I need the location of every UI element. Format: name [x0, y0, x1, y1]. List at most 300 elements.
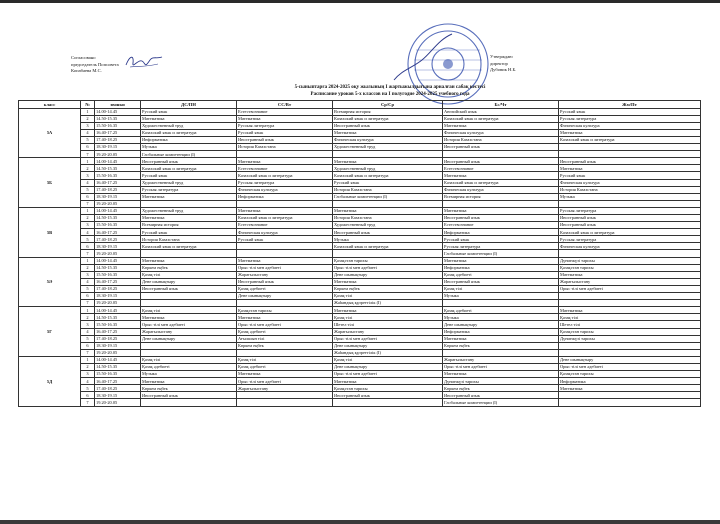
bell-time: 17.40-18.25 [95, 285, 141, 292]
bell-time: 14.00-14.45 [95, 257, 141, 264]
lesson-monday: Казахский язык и литература [141, 165, 237, 172]
lesson-wednesday [333, 399, 443, 406]
lesson-tuesday: Математика [237, 207, 333, 214]
bell-time: 18.30-19.15 [95, 144, 141, 151]
lesson-friday: Иностранный язык [559, 215, 701, 222]
lesson-friday [559, 300, 701, 307]
table-row [19, 264, 701, 271]
table-row [19, 349, 701, 356]
lesson-friday [559, 349, 701, 356]
lesson-monday: Казахский язык и литература [141, 129, 237, 136]
lesson-friday [559, 151, 701, 158]
class-label: 5В [19, 207, 81, 257]
lesson-thursday: Глобальные компетенции (I) [443, 399, 559, 406]
lesson-tuesday [237, 200, 333, 207]
lesson-monday: Иностранный язык [141, 158, 237, 165]
lesson-monday: Иностранный язык [141, 285, 237, 292]
table-row [19, 144, 701, 151]
lesson-number: 4 [81, 328, 95, 335]
table-row [19, 186, 701, 193]
lesson-monday: Русская литература [141, 186, 237, 193]
bell-time: 16.40-17.25 [95, 229, 141, 236]
lesson-thursday: Казахский язык и литература [443, 115, 559, 122]
lesson-number: 6 [81, 144, 95, 151]
lesson-thursday: Иностранный язык [443, 144, 559, 151]
lesson-tuesday: Ағылшын тілі [237, 335, 333, 342]
approval-left-line3: Копабаева М.С. [71, 68, 102, 74]
lesson-friday: Қазақ тілі [559, 314, 701, 321]
lesson-thursday: Естествознание [443, 222, 559, 229]
class-label: 5А [19, 108, 81, 158]
lesson-wednesday: Художественный труд [333, 144, 443, 151]
lesson-number: 5 [81, 136, 95, 143]
lesson-monday: Көркем еңбек [141, 264, 237, 271]
lesson-tuesday: Русская литература [237, 179, 333, 186]
lesson-thursday: Глобальные компетенции (I) [443, 250, 559, 257]
lesson-friday [559, 392, 701, 399]
lesson-monday: Математика [141, 314, 237, 321]
lesson-monday: Математика [141, 193, 237, 200]
lesson-monday: Глобальные компетенции (I) [141, 151, 237, 158]
lesson-wednesday [333, 250, 443, 257]
header-monday: ДС/ПН [141, 101, 237, 109]
lesson-friday: Казахский язык и литература [559, 229, 701, 236]
lesson-monday: Математика [141, 257, 237, 264]
class-label: 5Д [19, 356, 81, 406]
table-row [19, 158, 701, 165]
bell-time: 14.50-15.35 [95, 363, 141, 370]
lesson-number: 3 [81, 321, 95, 328]
table-row [19, 293, 701, 300]
table-row [19, 250, 701, 257]
lesson-friday: История Казахстана [559, 186, 701, 193]
table-row [19, 229, 701, 236]
lesson-wednesday: Көркем еңбек [333, 285, 443, 292]
lesson-wednesday: Қазақ тілі [333, 314, 443, 321]
lesson-wednesday: Глобальные компетенции (I) [333, 193, 443, 200]
approval-left-line2: председатель Попсовета [71, 61, 119, 67]
bell-time: 14.00-14.45 [95, 207, 141, 214]
table-row [19, 165, 701, 172]
lesson-number: 1 [81, 307, 95, 314]
lesson-wednesday: Қазақ тілі [333, 356, 443, 363]
lesson-monday: Художественный труд [141, 179, 237, 186]
table-row [19, 243, 701, 250]
header-row [19, 101, 701, 109]
lesson-monday: Музыка [141, 371, 237, 378]
lesson-tuesday: Дене шынықтыру [237, 293, 333, 300]
table-row [19, 385, 701, 392]
lesson-tuesday: Естествознание [237, 222, 333, 229]
lesson-wednesday: Иностранный язык [333, 392, 443, 399]
bell-time: 16.40-17.25 [95, 278, 141, 285]
lesson-friday: Математика [559, 385, 701, 392]
lesson-wednesday: Қазақ тілі [333, 293, 443, 300]
bell-time: 14.50-15.35 [95, 314, 141, 321]
lesson-friday [559, 250, 701, 257]
table-row [19, 307, 701, 314]
lesson-tuesday: Иностранный язык [237, 278, 333, 285]
bell-time: 19.20-20.05 [95, 349, 141, 356]
lesson-number: 2 [81, 215, 95, 222]
table-row [19, 335, 701, 342]
bell-time: 19.20-20.05 [95, 250, 141, 257]
lesson-monday: Информатика [141, 136, 237, 143]
lesson-wednesday: Математика [333, 307, 443, 314]
approval-left [71, 55, 119, 75]
lesson-number: 4 [81, 378, 95, 385]
lesson-tuesday: Математика [237, 314, 333, 321]
lesson-thursday: Казахский язык и литература [443, 179, 559, 186]
lesson-monday: Художественный труд [141, 122, 237, 129]
header-bells: звонки [95, 101, 141, 109]
table-row [19, 271, 701, 278]
lesson-wednesday: Қазақстан тарихы [333, 385, 443, 392]
bell-time: 14.00-14.45 [95, 108, 141, 115]
lesson-monday [141, 200, 237, 207]
bell-time: 18.30-19.15 [95, 392, 141, 399]
lesson-monday: Қазақ тілі [141, 307, 237, 314]
table-row [19, 363, 701, 370]
approval-right-line2: директор [490, 60, 508, 66]
lesson-friday: Русская литература [559, 236, 701, 243]
lesson-number: 6 [81, 243, 95, 250]
lesson-tuesday [237, 392, 333, 399]
lesson-thursday: Математика [443, 335, 559, 342]
bottom-border [0, 520, 720, 524]
lesson-number: 2 [81, 115, 95, 122]
lesson-wednesday: Дене шынықтыру [333, 363, 443, 370]
header-wednesday: Ср/Ср [333, 101, 443, 109]
schedule-table [18, 100, 701, 407]
lesson-number: 3 [81, 271, 95, 278]
lesson-friday [559, 293, 701, 300]
table-row [19, 342, 701, 349]
lesson-wednesday: Орыс тілі мен әдебиеті [333, 371, 443, 378]
lesson-number: 3 [81, 222, 95, 229]
lesson-tuesday: Қазақ әдебиеті [237, 328, 333, 335]
table-row [19, 122, 701, 129]
table-row [19, 236, 701, 243]
lesson-wednesday: Математика [333, 207, 443, 214]
lesson-monday: Иностранный язык [141, 392, 237, 399]
lesson-friday: Дүниежүзі тарихы [559, 335, 701, 342]
top-border [0, 0, 720, 3]
lesson-tuesday: Математика [237, 257, 333, 264]
title-kazakh: 5-сыныптарға 2024-2025 оқу жылының I жартыжылдығына арналған сабақ кестесі [294, 85, 486, 90]
header-tuesday: СС/Вт [237, 101, 333, 109]
bell-time: 16.40-17.25 [95, 129, 141, 136]
lesson-number: 7 [81, 399, 95, 406]
lesson-tuesday: Орыс тілі мен әдебиеті [237, 264, 333, 271]
lesson-monday [141, 342, 237, 349]
lesson-number: 4 [81, 278, 95, 285]
lesson-thursday: Физическая культура [443, 186, 559, 193]
lesson-tuesday: Қазақ әдебиеті [237, 285, 333, 292]
lesson-tuesday: Орыс тілі мен әдебиеті [237, 378, 333, 385]
lesson-thursday: Физическая культура [443, 129, 559, 136]
bell-time: 14.00-14.45 [95, 307, 141, 314]
table-row [19, 392, 701, 399]
lesson-number: 5 [81, 385, 95, 392]
lesson-thursday: Английский язык [443, 108, 559, 115]
lesson-friday: Математика [559, 129, 701, 136]
lesson-tuesday: Естествознание [237, 108, 333, 115]
bell-time: 14.00-14.45 [95, 356, 141, 363]
lesson-monday: Казахский язык и литература [141, 243, 237, 250]
lesson-friday: Қазақстан тарихы [559, 264, 701, 271]
lesson-thursday [443, 200, 559, 207]
bell-time: 15.50-16.35 [95, 271, 141, 278]
lesson-monday: Русский язык [141, 172, 237, 179]
bell-time: 14.50-15.35 [95, 165, 141, 172]
lesson-number: 6 [81, 193, 95, 200]
schedule-body [19, 108, 701, 406]
lesson-monday: Дене шынықтыру [141, 335, 237, 342]
lesson-monday: Русский язык [141, 108, 237, 115]
lesson-thursday: Орыс тілі мен әдебиеті [443, 363, 559, 370]
bell-time: 19.20-20.05 [95, 300, 141, 307]
lesson-thursday: Иностранный язык [443, 278, 559, 285]
lesson-number: 5 [81, 335, 95, 342]
lesson-wednesday: Қазақстан тарихы [333, 257, 443, 264]
lesson-thursday: Қазақ әдебиеті [443, 271, 559, 278]
lesson-tuesday [237, 399, 333, 406]
lesson-tuesday [237, 300, 333, 307]
lesson-wednesday: Жаһандық құзреттілік (I) [333, 349, 443, 356]
table-row [19, 371, 701, 378]
lesson-number: 1 [81, 158, 95, 165]
lesson-friday: Русская литература [559, 207, 701, 214]
class-label: 5Ә [19, 257, 81, 307]
lesson-thursday: Жаратылыстану [443, 356, 559, 363]
table-row [19, 179, 701, 186]
lesson-tuesday: Көркем еңбек [237, 342, 333, 349]
lesson-monday: Музыка [141, 144, 237, 151]
lesson-thursday: Естествознание [443, 165, 559, 172]
lesson-friday: Шетел тілі [559, 321, 701, 328]
table-row [19, 200, 701, 207]
lesson-number: 1 [81, 356, 95, 363]
lesson-wednesday: Жаратылыстану [333, 328, 443, 335]
lesson-number: 6 [81, 342, 95, 349]
lesson-number: 6 [81, 293, 95, 300]
bell-time: 18.30-19.15 [95, 293, 141, 300]
bell-time: 14.50-15.35 [95, 215, 141, 222]
lesson-tuesday: Информатика [237, 193, 333, 200]
table-row [19, 108, 701, 115]
bell-time: 15.50-16.35 [95, 222, 141, 229]
lesson-wednesday: Казахский язык и литература [333, 172, 443, 179]
table-row [19, 222, 701, 229]
lesson-number: 5 [81, 236, 95, 243]
approval-right [490, 54, 516, 74]
bell-time: 16.40-17.25 [95, 328, 141, 335]
lesson-friday [559, 200, 701, 207]
bell-time: 15.50-16.35 [95, 172, 141, 179]
lesson-thursday: Иностранный язык [443, 158, 559, 165]
lesson-friday: Қазақстан тарихы [559, 371, 701, 378]
lesson-monday: Көркем еңбек [141, 385, 237, 392]
lesson-number: 7 [81, 200, 95, 207]
table-row [19, 136, 701, 143]
approval-right-line1: Утверждаю [490, 54, 513, 59]
bell-time: 17.40-18.25 [95, 236, 141, 243]
lesson-monday [141, 300, 237, 307]
lesson-tuesday: Русский язык [237, 129, 333, 136]
lesson-friday: Иностранный язык [559, 158, 701, 165]
bell-time: 16.40-17.25 [95, 179, 141, 186]
bell-time: 17.40-18.25 [95, 385, 141, 392]
lesson-number: 4 [81, 179, 95, 186]
lesson-wednesday: Математика [333, 158, 443, 165]
lesson-monday: Математика [141, 378, 237, 385]
lesson-tuesday: Казахский язык и литература [237, 172, 333, 179]
lesson-wednesday: Дене шынықтыру [333, 342, 443, 349]
lesson-monday: Орыс тілі мен әдебиеті [141, 321, 237, 328]
lesson-wednesday: Математика [333, 129, 443, 136]
lesson-wednesday: Казахский язык и литература [333, 243, 443, 250]
bell-time: 14.50-15.35 [95, 115, 141, 122]
lesson-tuesday: Физическая культура [237, 186, 333, 193]
table-row [19, 257, 701, 264]
table-row [19, 285, 701, 292]
lesson-friday: Физическая культура [559, 122, 701, 129]
lesson-thursday: Қазақ әдебиеті [443, 307, 559, 314]
table-row [19, 321, 701, 328]
bell-time: 16.40-17.25 [95, 378, 141, 385]
lesson-friday [559, 342, 701, 349]
lesson-friday: Русский язык [559, 108, 701, 115]
table-row [19, 300, 701, 307]
lesson-thursday [443, 151, 559, 158]
lesson-thursday: История Казахстана [443, 136, 559, 143]
lesson-number: 7 [81, 300, 95, 307]
lesson-tuesday: Орыс тілі мен әдебиеті [237, 321, 333, 328]
lesson-number: 7 [81, 349, 95, 356]
bell-time: 18.30-19.15 [95, 193, 141, 200]
lesson-thursday [443, 300, 559, 307]
lesson-tuesday [237, 250, 333, 257]
bell-time: 14.00-14.45 [95, 158, 141, 165]
bell-time: 19.20-20.05 [95, 151, 141, 158]
lesson-tuesday: Математика [237, 371, 333, 378]
table-row [19, 399, 701, 406]
lesson-thursday: Всемирная история [443, 193, 559, 200]
bell-time: 17.40-18.25 [95, 335, 141, 342]
lesson-friday [559, 399, 701, 406]
lesson-wednesday: Музыка [333, 236, 443, 243]
lesson-monday: Жаратылыстану [141, 328, 237, 335]
lesson-tuesday: Русская литература [237, 122, 333, 129]
lesson-monday: Қазақ тілі [141, 356, 237, 363]
bell-time: 19.20-20.05 [95, 200, 141, 207]
lesson-thursday: Математика [443, 207, 559, 214]
lesson-tuesday: Қазақ әдебиеті [237, 363, 333, 370]
lesson-tuesday [237, 349, 333, 356]
lesson-friday: Жаратылыстану [559, 278, 701, 285]
lesson-wednesday: Математика [333, 378, 443, 385]
lesson-tuesday: История Казахстана [237, 144, 333, 151]
lesson-wednesday: Орыс тілі мен әдебиеті [333, 264, 443, 271]
lesson-wednesday: Физическая культура [333, 136, 443, 143]
lesson-thursday: Иностранный язык [443, 215, 559, 222]
lesson-wednesday: Всемирная история [333, 108, 443, 115]
table-row [19, 215, 701, 222]
lesson-wednesday: Шетел тілі [333, 321, 443, 328]
lesson-number: 1 [81, 257, 95, 264]
lesson-monday: Қазақ тілі [141, 271, 237, 278]
lesson-thursday [443, 349, 559, 356]
bell-time: 15.50-16.35 [95, 371, 141, 378]
lesson-tuesday: Математика [237, 158, 333, 165]
lesson-tuesday: Қазақстан тарихы [237, 307, 333, 314]
table-row [19, 328, 701, 335]
lesson-monday: История Казахстана [141, 236, 237, 243]
lesson-thursday: Иностранный язык [443, 392, 559, 399]
lesson-number: 2 [81, 314, 95, 321]
lesson-wednesday: Дене шынықтыру [333, 271, 443, 278]
table-row [19, 193, 701, 200]
lesson-friday: Дене шынықтыру [559, 356, 701, 363]
lesson-wednesday: История Казахстана [333, 215, 443, 222]
lesson-thursday: Математика [443, 371, 559, 378]
lesson-thursday: Информатика [443, 264, 559, 271]
lesson-friday: Орыс тілі мен әдебиеті [559, 363, 701, 370]
title-russian: Расписание уроков 5-х классов на I полугодие 2024-2025 учебного года [310, 92, 470, 97]
lesson-wednesday: Русский язык [333, 179, 443, 186]
table-row [19, 151, 701, 158]
lesson-number: 2 [81, 165, 95, 172]
lesson-monday: Русский язык [141, 229, 237, 236]
lesson-monday: Математика [141, 215, 237, 222]
lesson-friday: Физическая культура [559, 243, 701, 250]
lesson-monday [141, 399, 237, 406]
table-row [19, 115, 701, 122]
lesson-monday [141, 349, 237, 356]
lesson-thursday: Дүниежүзі тарихы [443, 378, 559, 385]
lesson-thursday: Музыка [443, 293, 559, 300]
lesson-thursday: Русская литература [443, 243, 559, 250]
lesson-wednesday: Художественный труд [333, 222, 443, 229]
table-row [19, 172, 701, 179]
bell-time: 17.40-18.25 [95, 136, 141, 143]
header-class: класс [19, 101, 81, 109]
lesson-number: 3 [81, 122, 95, 129]
header-friday: Жм/Пт [559, 101, 701, 109]
lesson-number: 2 [81, 264, 95, 271]
lesson-tuesday: Физическая культура [237, 229, 333, 236]
lesson-number: 7 [81, 250, 95, 257]
table-row [19, 278, 701, 285]
bell-time: 15.50-16.35 [95, 122, 141, 129]
lesson-friday: Математика [559, 307, 701, 314]
lesson-wednesday: Орыс тілі мен әдебиеті [333, 335, 443, 342]
lesson-friday: Қазақстан тарихы [559, 328, 701, 335]
lesson-number: 7 [81, 151, 95, 158]
lesson-number: 1 [81, 108, 95, 115]
lesson-tuesday: Естествознание [237, 165, 333, 172]
lesson-wednesday [333, 151, 443, 158]
lesson-number: 5 [81, 186, 95, 193]
lesson-thursday: Көркем еңбек [443, 342, 559, 349]
lesson-friday: Музыка [559, 193, 701, 200]
lesson-tuesday: Жаратылыстану [237, 385, 333, 392]
lesson-wednesday: Жаһандық құзреттілік (I) [333, 300, 443, 307]
bell-time: 14.50-15.35 [95, 264, 141, 271]
lesson-thursday: Математика [443, 122, 559, 129]
lesson-monday: Қазақ әдебиеті [141, 363, 237, 370]
